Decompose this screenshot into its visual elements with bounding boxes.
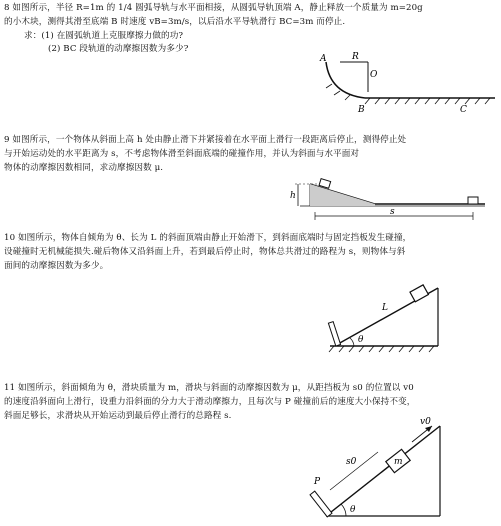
label-theta: θ [358, 335, 364, 345]
angle-arc [350, 338, 354, 346]
label-m: m [394, 457, 403, 467]
problem9-line3: 物体的动摩擦因数相同，求动摩擦因数 μ. [4, 163, 164, 173]
incline [326, 426, 440, 516]
label-h: h [290, 191, 296, 201]
problem10-line1: 10 如图所示，物体自倾角为 θ、长为 L 的斜面顶端由静止开始滑下，到斜面底端时与固定挡板发生碰撞， [4, 233, 412, 243]
label-A: A [320, 54, 327, 64]
barrier [328, 322, 340, 346]
label-C: C [460, 105, 467, 115]
problem9-figure [290, 172, 490, 224]
problem11-line2: 的速度沿斜面向上滑行，设重力沿斜面的分力大于滑动摩擦力，且每次与 P 碰撞前后的速度大小保持不变， [4, 397, 416, 407]
problem8-line3: 求：(1) 在圆弧轨道上克服摩擦力做的功? [24, 31, 184, 41]
label-s: s [390, 207, 395, 217]
problem8-line1: 8 如图所示，半径 R=1m 的 1/4 圆弧导轨与水平面相接，从圆弧导轨顶端 A，静止释放一个质量为 m=20g [4, 3, 423, 13]
block-end [468, 197, 478, 204]
label-v0: v0 [420, 417, 431, 427]
label-P: P [314, 477, 321, 487]
problem9-line1: 9 如图所示，一个物体从斜面上高 h 处由静止滑下并紧接着在水平面上滑行一段距离后停止，测得停止处 [4, 135, 407, 145]
block [410, 285, 428, 302]
label-L: L [382, 303, 388, 313]
problem11-line3: 斜面足够长，求滑块从开始运动到最后停止滑行的总路程 s. [4, 411, 232, 421]
slope-fill [310, 184, 375, 206]
problem8-line4: (2) BC 段轨道的动摩擦因数为多少? [48, 44, 189, 54]
arc-track [326, 62, 365, 98]
problem11-figure [306, 412, 456, 524]
barrier-P [310, 491, 332, 517]
problem11-line1: 11 如图所示，斜面倾角为 θ，滑块质量为 m，滑块与斜面的动摩擦因数为 μ，从距挡板为 s0 的位置以 v0 [4, 383, 414, 393]
angle-arc [341, 504, 346, 516]
label-s0: s0 [346, 457, 357, 467]
label-theta: θ [350, 505, 356, 515]
problem10-line2: 设碰撞时无机械能损失.碰后物体又沿斜面上升，若到最后停止时，物体总共滑过的路程为 s，则物体与斜 [4, 247, 406, 257]
problem8-line2: 的小木块，测得其滑至底端 B 时速度 vB=3m/s，以后沿水平导轨滑行 BC=3m 而停止. [4, 17, 346, 27]
label-O: O [370, 70, 378, 80]
problem10-line3: 面间的动摩擦因数为多少。 [4, 261, 109, 271]
problem10-figure [320, 282, 470, 358]
label-R: R [352, 52, 359, 62]
problem9-line2: 与开始运动处的水平距离为 s，不考虑物体滑至斜面底端的碰撞作用，并认为斜面与水平面对 [4, 149, 360, 159]
label-B: B [358, 105, 365, 115]
ground-hatching [329, 346, 434, 352]
problem8-figure [310, 52, 500, 124]
